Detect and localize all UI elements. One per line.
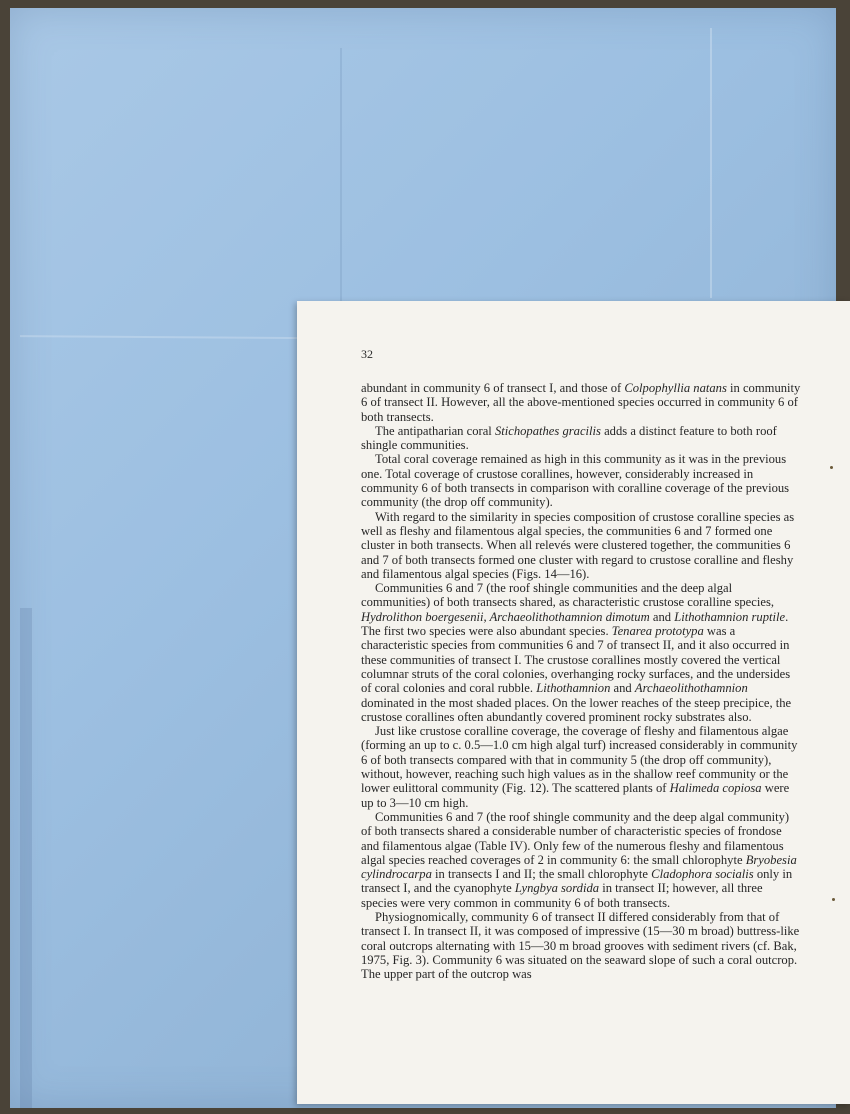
text-run: Total coral coverage remained as high in this community as it was in the previous one. Total coverage of crustose corallines, however, considerably increased in community 6 of both transects in comparison with coralline coverage of the previous community (the drop off community). (361, 452, 790, 510)
paper-speck (832, 898, 835, 901)
body-text (361, 381, 801, 981)
species-name: Hydrolithon boergesenii, Archaeolithothamnion dimotum (361, 609, 650, 624)
text-run: Communities 6 and 7 (the roof shingle community and the deep algal community) of both transects shared a considerable number of characteristic species of frondose and filamentous algae (Table IV). Only few of the numerous fleshy and filamentous algal species reached coverages of 2 in community 6: the small chlorophyte (361, 809, 790, 867)
species-name: Archaeolithothamnion (634, 681, 748, 696)
text-run: The antipatharian coral (375, 423, 495, 438)
species-name: Stichopathes gracilis (494, 423, 601, 438)
text-run: were up to 3—10 cm high. (361, 781, 790, 810)
species-name: Lithothamnion (536, 681, 611, 696)
paragraph (361, 424, 801, 453)
species-name: Colpophyllia natans (624, 381, 727, 395)
text-run: abundant in community 6 of transect I, and those of (361, 381, 625, 395)
text-run: With regard to the similarity in species composition of crustose coralline species as well as fleshy and filamentous algal species, the communities 6 and 7 formed one cluster in both transects. When all relevés were clustered together, the communities 6 and 7 of both transects formed one cluster with regard to crustose coralline and fleshy and filamentous algal species (Figs. 14—16). (361, 509, 795, 581)
text-run: in transects I and II; the small chlorophyte (431, 867, 652, 882)
paragraph (361, 910, 801, 981)
text-run: in community 6 of transect II. However, all the above-mentioned species occurred in community 6 of both transects. (361, 381, 801, 424)
document-page (297, 301, 850, 1104)
species-name: Lyngbya sordida (514, 881, 600, 896)
species-name: Lithothamnion ruptile (674, 609, 786, 624)
species-name: Tenarea prototypa (611, 624, 704, 639)
text-run: only in transect I, and the cyanophyte (361, 867, 793, 896)
paragraph (361, 724, 801, 810)
text-run: Physiognomically, community 6 of transect II differed considerably from that of transect I. In transect II, it was composed of impressive (15—30 m broad) buttress-like coral outcrops alternating with 15—30 m broad grooves with sediment rivers (cf. Bak, 1975, Fig. 3). Community 6 was situated on the seaward slope of such a coral outcrop. The upper part of the outcrop was (361, 909, 800, 982)
paragraph (361, 452, 801, 509)
text-run: . The first two species were also abundant species. (361, 609, 789, 639)
species-name: Bryobesia cylindrocarpa (361, 852, 797, 882)
text-run: dominated in the most shaded places. On the lower reaches of the steep precipice, the crustose corallines often abundantly covered prominent rocky substrates also. (361, 695, 792, 724)
species-name: Cladophora socialis (651, 867, 754, 882)
text-run: adds a distinct feature to both roof shingle communities. (361, 423, 777, 453)
paragraph (361, 381, 801, 424)
text-run: and (610, 681, 635, 696)
text-run: was a characteristic species from communities 6 and 7 of transect II, and it also occurred in these communities of transect I. The crustose corallines mostly covered the vertical columnar struts of the coral colonies, overhanging rocky surfaces, and the undersides of coral colonies and coral rubble. (361, 624, 791, 696)
paper-speck (830, 466, 833, 469)
paragraph (361, 510, 801, 581)
paragraph (361, 581, 801, 724)
page-number: 32 (361, 347, 373, 361)
folder-crease (20, 608, 32, 1108)
text-run: Communities 6 and 7 (the roof shingle communities and the deep algal communities) of both transects shared, as characteristic crustose coralline species, (361, 581, 774, 610)
species-name: Halimeda copiosa (669, 781, 762, 796)
text-run: in transect II; however, all three species were very common in community 6 of both transects. (361, 881, 763, 910)
text-run: Just like crustose coralline coverage, the coverage of fleshy and filamentous algae (forming an up to c. 0.5—1.0 cm high algal turf) increased considerably in community 6 of both transects compared with that in community 5 (the drop off community), without, however, reaching such high values as in the shallow reef community or the lower eulittoral community (Fig. 12). The scattered plants of (361, 724, 798, 796)
text-run: and (649, 609, 675, 624)
folder-crease (710, 28, 712, 298)
paragraph (361, 810, 801, 910)
